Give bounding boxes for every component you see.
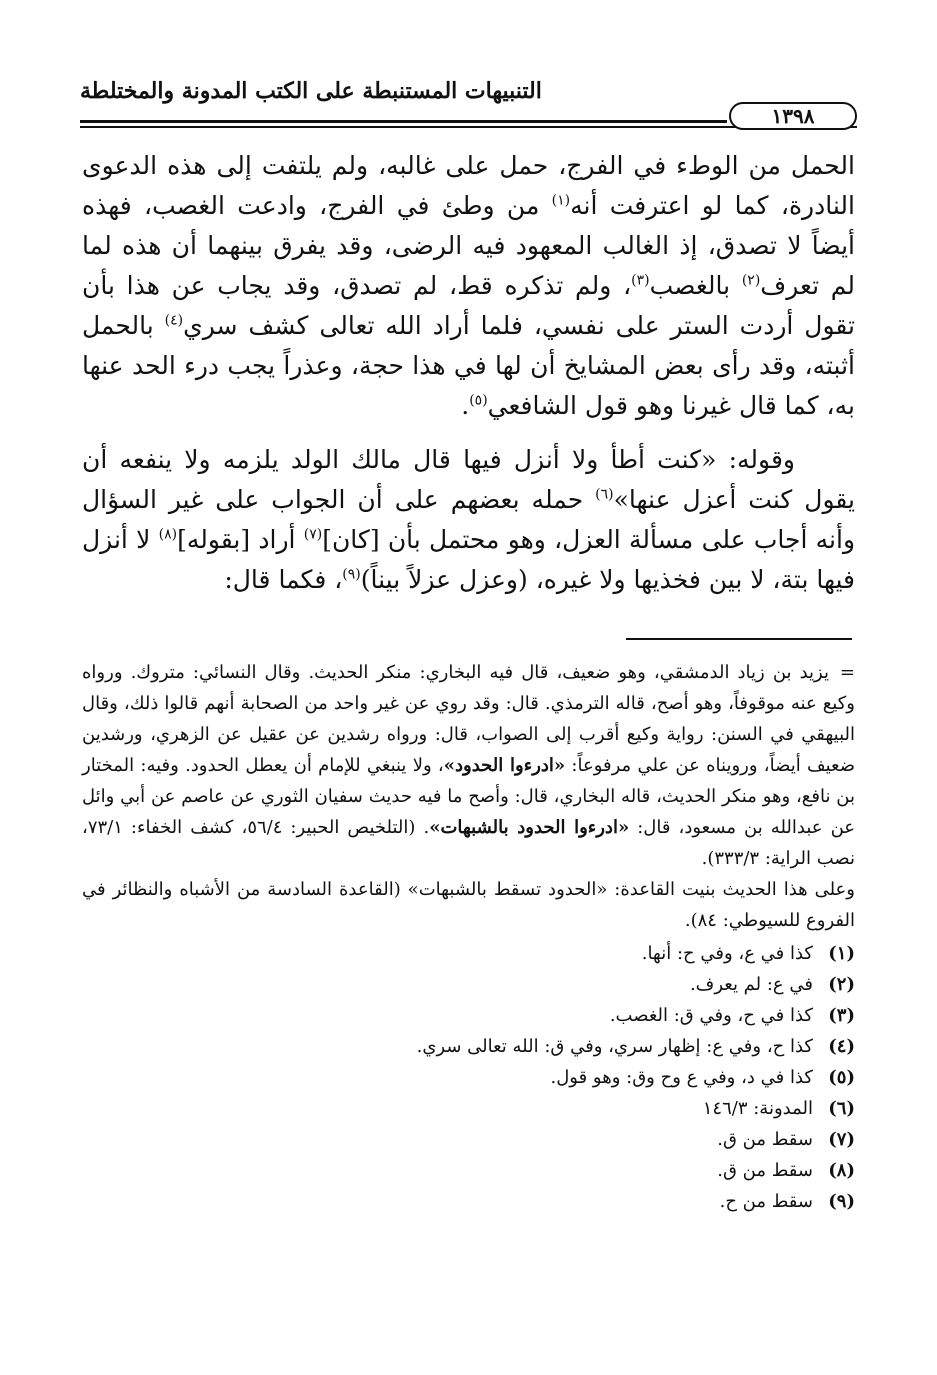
footnote-item <box>82 1124 855 1155</box>
footnote-text: كذا في ع، وفي ح: أنها. <box>641 943 813 964</box>
text-run: حمله بعضهم على أن الجواب على غير السؤال وأنه أجاب على مسألة العزل، وهو محتمل بأن [كان] <box>82 485 856 554</box>
footnote-number: (٢) <box>828 974 855 995</box>
footnote-ref: (١) <box>551 192 571 209</box>
footnote-continuation-2: وعلى هذا الحديث بنيت القاعدة: «الحدود تسقط بالشبهات» (القاعدة السادسة من الأشباه والنظائر في الفروع للسيوطي: ٨٤). <box>82 879 855 931</box>
footnote-text: المدونة: ١٤٦/٣ <box>702 1098 813 1119</box>
footnote-number: (٥) <box>828 1067 855 1088</box>
text-run: بالحمل أثبته، وقد رأى بعض المشايخ أن لها في هذا حجة، وعذراً يجب درء الحد عنها به، كما قال غيرنا وهو قول الشافعي <box>82 311 855 420</box>
text-run: ، ولا ينبغي للإمام أن يعطل الحدود. وفيه: المختار بن نافع، وهو منكر الحديث، قاله البخاري، قال: وأصح ما فيه حديث سفيان الثوري عن عاصم عن أبي وائل عن عبدالله بن مسعود، قال: <box>82 755 856 838</box>
footnote-continuation <box>82 657 855 874</box>
footnote-number: (١) <box>828 943 855 964</box>
footnote-list <box>82 938 855 1217</box>
text-run: الحمل من الوطء في الفرج، حمل على غالبه، ولم يلتفت إلى هذه الدعوى النادرة، كما لو اعترفت أنه <box>82 151 855 220</box>
footnote-number: (٨) <box>828 1160 855 1181</box>
text-run: بالغصب <box>649 271 742 300</box>
text-run: يزيد بن زياد الدمشقي، وهو ضعيف، قال فيه البخاري: منكر الحديث. وقال النسائي: متروك. ورواه وكيع عنه موقوفاً، وهو أصح، قاله الترمذي. قال: وقد روي عن غير واحد من الصحابة أنهم قالوا ذلك، وقال البيهقي في السنن: رواية وكيع أقرب إلى الصواب، قال: ورواه رشدين عن عقيل عن الزهري، ورشدين ضعيف أيضاً، ورويناه عن علي مرفوعاً: <box>82 662 855 776</box>
text-run: . (التلخيص الحبير: ٥٦/٤، كشف الخفاء: ٧٣/١، نصب الراية: ٣٣٣/٣). <box>82 817 855 869</box>
footnote-ref: (٢) <box>741 272 761 289</box>
footnote-text: كذا في ح، وفي ق: الغصب. <box>609 1005 813 1026</box>
footnote-ref: (٥) <box>469 392 488 409</box>
text-run: أراد [بقوله] <box>177 525 304 554</box>
footnote-item <box>82 938 855 969</box>
paragraph <box>82 146 855 426</box>
quote-bold: «ادرءوا الحدود» <box>443 755 566 776</box>
footnote-ref: (٤) <box>164 312 184 329</box>
text-run: . <box>461 391 470 420</box>
footnote-text: كذا في د، وفي ع وح وق: وهو قول. <box>550 1067 813 1088</box>
footnote-number: (٦) <box>828 1098 855 1119</box>
footnotes <box>82 657 855 1217</box>
footnote-separator <box>626 638 852 640</box>
header-rule <box>80 120 727 123</box>
footnote-ref: (٧) <box>303 526 323 543</box>
footnote-ref: (٨) <box>158 526 178 543</box>
footnote-text: كذا ح، وفي ع: إظهار سري، وفي ق: الله تعالى سري. <box>416 1036 813 1057</box>
footnote-item <box>82 1155 855 1186</box>
footnote-item <box>82 969 855 1000</box>
footnote-item <box>82 1031 855 1062</box>
footnote-number: (٤) <box>828 1036 855 1057</box>
continuation-mark: = <box>839 662 855 683</box>
footnote-item <box>82 1062 855 1093</box>
footnote-ref: (٣) <box>631 272 650 289</box>
text-run: لا أنزل فيها بتة، لا بين فخذيها ولا غيره، (وعزل عزلاً بيناً) <box>82 525 855 594</box>
page-header <box>80 72 857 132</box>
footnote-item <box>82 1000 855 1031</box>
footnote-number: (٣) <box>828 1005 855 1026</box>
footnote-item <box>82 1186 855 1217</box>
footnote-item <box>82 1093 855 1124</box>
footnote-text: سقط من ق. <box>717 1160 813 1181</box>
main-text <box>82 146 855 600</box>
footnote-text: سقط من ح. <box>719 1191 813 1212</box>
footnote-ref: (٦) <box>595 486 614 503</box>
page-number: ١٣٩٨ <box>729 102 857 130</box>
text-run: من وطئ في الفرج، وادعت الغصب، فهذه أيضاً لا تصدق، إذ الغالب المعهود فيه الرضى، وقد يفرق بينهما أن هذه لما لم تعرف <box>82 191 855 300</box>
quote-bold: «ادرءوا الحدود بالشبهات» <box>429 817 630 838</box>
text-run: ، فكما قال: <box>224 565 343 594</box>
paragraph <box>82 440 855 600</box>
text-run: ، ولم تذكره قط، لم تصدق، وقد يجاب عن هذا بأن تقول أردت الستر على نفسي، فلما أراد الله تعالى كشف سري <box>82 271 855 340</box>
footnote-number: (٧) <box>828 1129 855 1150</box>
footnote-ref: (٩) <box>342 566 361 583</box>
footnote-text: سقط من ق. <box>717 1129 813 1150</box>
text-run: وقوله: «كنت أطأ ولا أنزل فيها قال مالك الولد يلزمه ولا ينفعه أن يقول كنت أعزل عنها» <box>82 445 855 514</box>
footnote-text: في ع: لم يعرف. <box>689 974 813 995</box>
footnote-number: (٩) <box>828 1191 855 1212</box>
running-title: التنبيهات المستنبطة على الكتب المدونة والمختلطة <box>80 78 542 104</box>
